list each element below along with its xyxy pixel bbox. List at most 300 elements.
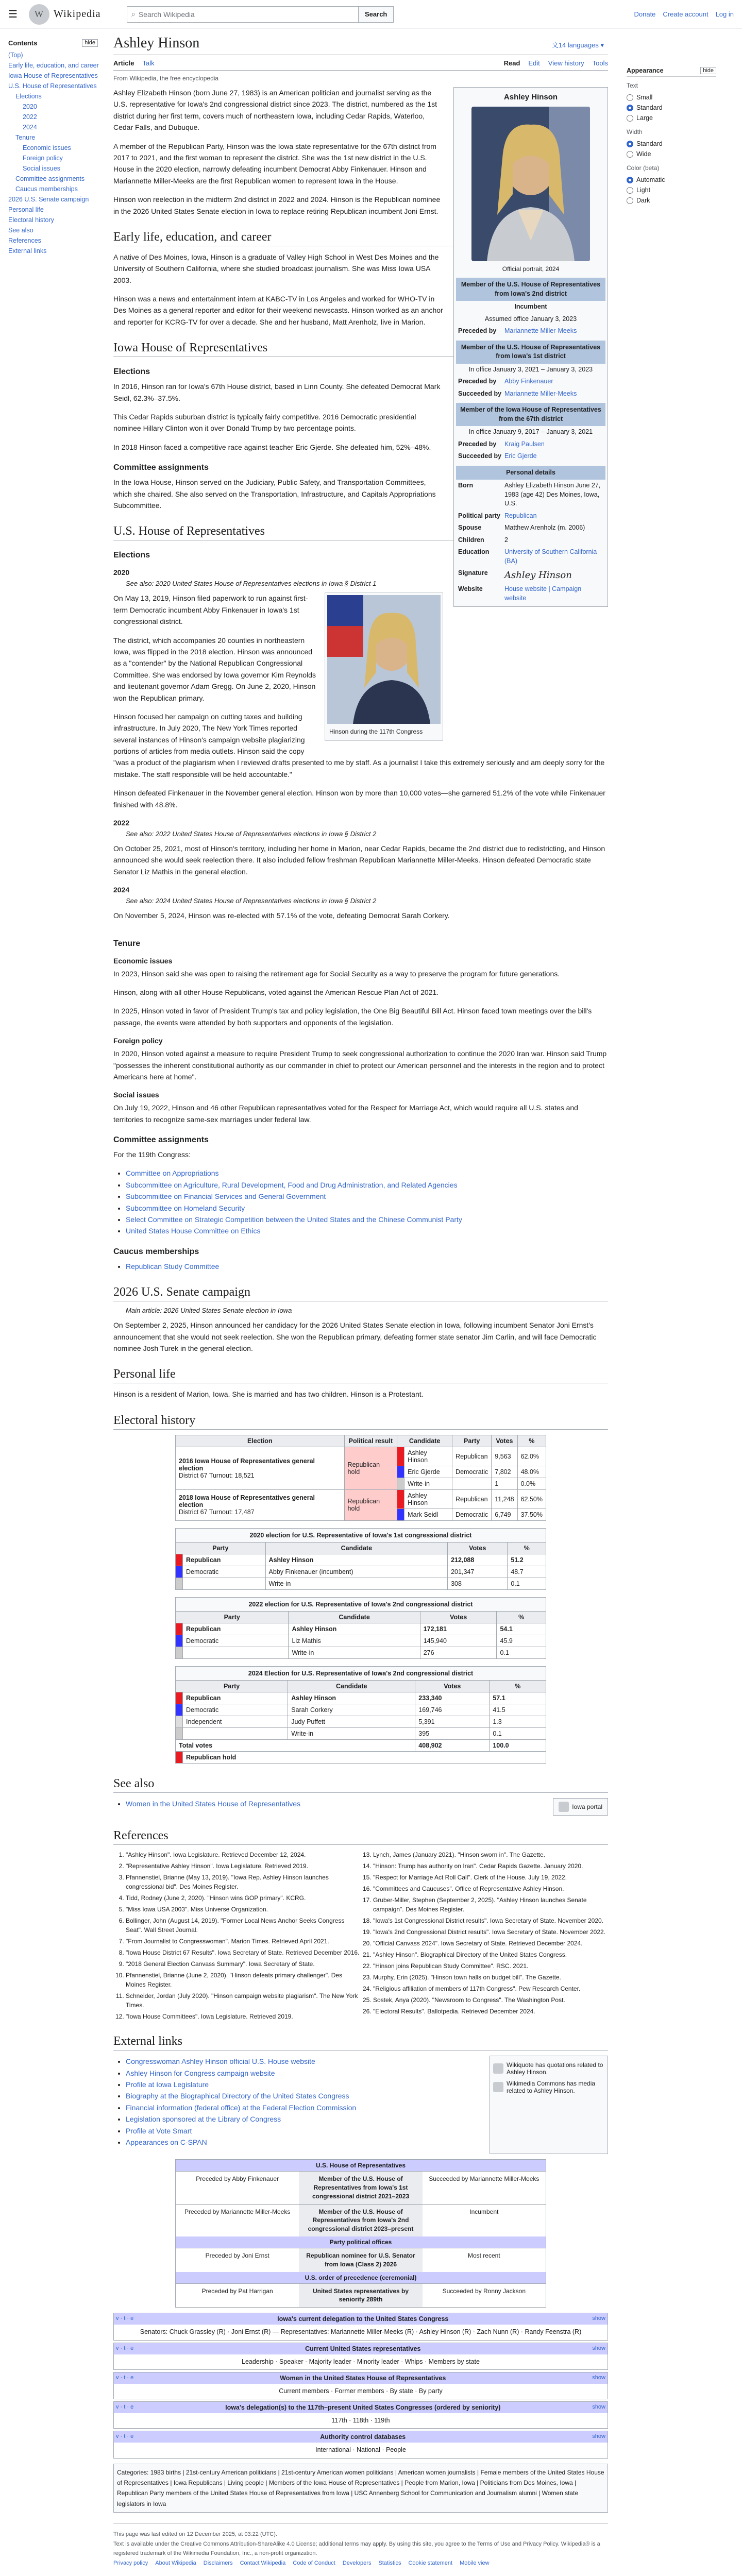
- reference-item: 14. "Hinson: Trump has authority on Iran". Cedar Rapids Gazette. January 2020.: [373, 1861, 608, 1871]
- radio-button[interactable]: [627, 115, 633, 122]
- navbox-title[interactable]: Authority control databases: [320, 2433, 406, 2441]
- committee-item: [126, 1179, 608, 1191]
- pct-cell: 45.9: [497, 1635, 546, 1647]
- toc-item[interactable]: External links: [8, 247, 47, 255]
- external-link-item-link[interactable]: Profile at Vote Smart: [126, 2126, 192, 2135]
- external-link-item-link[interactable]: Biography at the Biographical Directory of the United States Congress: [126, 2092, 349, 2100]
- navbox-toggle[interactable]: show: [592, 2374, 605, 2381]
- tab-view-history[interactable]: View history: [548, 59, 584, 67]
- heading-senate: 2026 U.S. Senate campaign: [113, 1285, 608, 1301]
- heading-electoral: Electoral history: [113, 1414, 608, 1430]
- figure-caption: Hinson during the 117th Congress: [329, 728, 423, 736]
- row-value: Ashley Elizabeth Hinson June 27, 1983 (age 42) Des Moines, Iowa, U.S.: [504, 482, 601, 507]
- radio-button[interactable]: [627, 187, 633, 194]
- infobox-title: Ashley Hinson: [503, 93, 558, 101]
- toc-item[interactable]: Caucus memberships: [15, 185, 78, 193]
- appearance-option[interactable]: [627, 139, 716, 149]
- search-input[interactable]: [127, 6, 359, 23]
- paragraph: This Cedar Rapids suburban district is typically fairly competitive. 2016 Democratic presidential nominee Hillary Clinton won it over Donald Trump by two percentage points.: [113, 413, 416, 433]
- option-label: Dark: [636, 197, 650, 204]
- succeeded-by[interactable]: Incumbent: [469, 2208, 499, 2215]
- option-label: Wide: [636, 150, 651, 158]
- article: [103, 29, 618, 2574]
- preceded-by[interactable]: Preceded by Abby Finkenauer: [196, 2175, 279, 2183]
- candidate-cell: Write-in: [289, 1647, 420, 1658]
- toc-header: [8, 39, 103, 47]
- preceded-by[interactable]: Preceded by Mariannette Miller-Meeks: [184, 2208, 291, 2215]
- committee-item: [126, 1202, 608, 1214]
- appearance-option[interactable]: [627, 185, 716, 195]
- sister-project-icon: [493, 2082, 503, 2092]
- pct-cell: 0.1: [508, 1578, 546, 1589]
- candidate-cell: Liz Mathis: [289, 1635, 420, 1647]
- navbox-body: Current members · Former members · By state · By party: [279, 2387, 443, 2395]
- toc-item[interactable]: 2024: [23, 124, 37, 131]
- committee-item: [126, 1225, 608, 1236]
- economic-body: [113, 968, 608, 1029]
- navbox-title[interactable]: Iowa's delegation(s) to the 117th–present United States Congresses (ordered by seniority): [225, 2404, 501, 2412]
- party-color-swatch: [397, 1447, 404, 1466]
- party-cell: Republican: [183, 1623, 289, 1635]
- party-row: [456, 510, 605, 522]
- see-also-2024[interactable]: See also: 2024 United States House of Representatives elections in Iowa § District 2: [126, 897, 377, 905]
- table-caption: 2020 election for U.S. Representative of Iowa's 1st congressional district: [176, 1528, 546, 1542]
- page-footer: [113, 2523, 608, 2574]
- results-2022-table: [175, 1597, 546, 1659]
- office-title: Member of the U.S. House of Representatives from Iowa's 1st congressional district 2021–2023: [299, 2172, 422, 2204]
- column-header: %: [517, 1435, 546, 1447]
- user-link[interactable]: Donate: [634, 10, 656, 18]
- votes-cell: 212,088: [448, 1554, 508, 1566]
- toc-item[interactable]: 2022: [23, 113, 37, 121]
- row-link[interactable]: House website | Campaign website: [504, 585, 582, 602]
- row-link[interactable]: Kraig Paulsen: [504, 440, 545, 448]
- paragraph: A member of the Republican Party, Hinson was the Iowa state representative for the 67th district from 2017 to 2021, and the first woman to represent the district. She was the 1st new district in the U.S. House in the 2020 election, narrowly defeating incumbent Democrat Abby Finkenauer. Hinson and Mariannette Miller-Meeks are the first Republican women to represent Iowa in the House.: [113, 142, 436, 185]
- toc-item[interactable]: Economic issues: [23, 144, 71, 151]
- external-links-list: [113, 2056, 356, 2148]
- paragraph: Ashley Elizabeth Hinson (born June 27, 1983) is an American politician and journalist serving as the U.S. representative for Iowa's 2nd congressional district since 2023. The district, numbered as the 1st district during her first term, covers much of northeastern Iowa, including Cedar Rapids, Waterloo, Cedar Falls, and Dubuque.: [113, 89, 437, 132]
- heading-us-elections: Elections: [113, 551, 150, 560]
- committee-item-link[interactable]: Subcommittee on Agriculture, Rural Development, Food and Drug Administration, and Related Agencies: [126, 1180, 458, 1189]
- option-label: Light: [636, 187, 651, 194]
- pct-cell: 48.0%: [517, 1466, 546, 1478]
- navbox-body: International · National · People: [315, 2446, 406, 2454]
- navbox-title[interactable]: Women in the United States House of Representatives: [280, 2374, 446, 2382]
- caucus-item-link[interactable]: Republican Study Committee: [126, 1262, 220, 1270]
- paragraph: The district, which accompanies 20 counties in northeastern Iowa, was flipped in the 2018 election. Hinson was announced as a "contender" by the National Republican Congressional Committee. She was endorsed by Iowa governor Kim Reynolds and lieutenant governor Adam Gregg. On June 2, 2020, Hinson won the Republican primary.: [113, 636, 316, 702]
- total-pct: 100.0: [490, 1739, 546, 1751]
- iowa-committees-text: In the Iowa House, Hinson served on the Judiciary, Public Safety, and Transportation Committees, which she chaired. She also served on the Transportation, Infrastructure, and Capitals Appropriations Subcommittee.: [113, 478, 436, 510]
- radio-button[interactable]: [627, 197, 633, 204]
- candidate-cell: Judy Puffett: [288, 1716, 415, 1727]
- committee-item: [126, 1167, 608, 1179]
- external-link-item-link[interactable]: Legislation sponsored at the Library of Congress: [126, 2115, 281, 2124]
- total-label: Total votes: [176, 1739, 415, 1751]
- appearance-header: [627, 67, 716, 77]
- candidate-cell: Write-in: [265, 1578, 448, 1589]
- pct-cell: 48.7: [508, 1566, 546, 1578]
- succession-box: [175, 2159, 546, 2308]
- external-link-item-link[interactable]: Appearances on C-SPAN: [126, 2138, 207, 2146]
- pct-cell: 62.0%: [517, 1447, 546, 1466]
- reference-item: 26. "Electoral Results". Ballotpedia. Retrieved December 2024.: [373, 2007, 608, 2016]
- column-header: Votes: [492, 1435, 517, 1447]
- succeeded-by-row-2: [456, 388, 605, 400]
- toc-item[interactable]: See also: [8, 227, 33, 234]
- party-cell: [183, 1727, 288, 1739]
- us-2022-text: On October 25, 2021, most of Hinson's territory, including her home in Marion, near Cedar Rapids, became the 2nd district due to redistricting, and Hinson announced she would seek reelection there. It also included fellow freshman Republican Mariannette Miller-Meeks. Hinson defeated Democratic state Senator Liz Mathis in the general election.: [113, 844, 605, 876]
- tab-tools[interactable]: Tools: [592, 59, 608, 67]
- row-link[interactable]: Mariannette Miller-Meeks: [504, 327, 577, 334]
- external-link-item: [126, 2137, 356, 2148]
- navbox-header: [114, 2313, 608, 2325]
- party-cell: Republican: [452, 1489, 492, 1509]
- footer-link[interactable]: Privacy policy: [113, 2560, 148, 2567]
- children-row: [456, 534, 605, 547]
- row-key: Political party: [458, 512, 500, 519]
- row-key: Born: [458, 482, 474, 489]
- navbox-vte-links[interactable]: v · t · e: [116, 2433, 134, 2440]
- toc-item[interactable]: Elections: [15, 93, 42, 100]
- votes-cell: 233,340: [415, 1692, 490, 1704]
- party-cell: [183, 1647, 289, 1658]
- footer-link[interactable]: Developers: [342, 2560, 372, 2567]
- office-title: Republican nominee for U.S. Senator from Iowa (Class 2) 2026: [299, 2248, 422, 2272]
- incumbent-label: Incumbent: [514, 303, 547, 310]
- toc-item[interactable]: Personal life: [8, 206, 44, 213]
- table-row: [176, 1447, 546, 1466]
- candidate-cell: Ashley Hinson: [288, 1692, 415, 1704]
- site-name: Wikipedia: [54, 8, 101, 20]
- page-title: [113, 35, 608, 55]
- party-color-swatch: [176, 1716, 183, 1727]
- result-label: Republican hold: [183, 1751, 546, 1763]
- toc-item[interactable]: (Top): [8, 52, 23, 59]
- navbox-title[interactable]: Current United States representatives: [305, 2345, 421, 2352]
- paragraph: On May 13, 2019, Hinson filed paperwork to run against first-term Democratic incumbent Abby Finkenauer in Iowa's 1st congressional district.: [113, 594, 308, 626]
- categories-box[interactable]: Categories: 1983 births | 21st-century American politicians | 21st-century American women politicians | American women journalists | Female members of the United States House of Representatives | Iowa Republicans | Living people | Members of the Iowa House of Representatives | People from Marion, Iowa | Politicians from Des Moines, Iowa | Republican Party members of the United States House of Representatives from Iowa | USC Annenberg School for Communication and Journalism alumni | Women state legislators in Iowa: [113, 2464, 608, 2513]
- row-key: Children: [458, 536, 484, 544]
- preceded-by-row-3: [456, 438, 605, 451]
- paragraph: Hinson, along with all other House Republicans, voted against the American Rescue Plan Act of 2021.: [113, 988, 439, 996]
- column-header: %: [497, 1611, 546, 1623]
- navbox-toggle[interactable]: show: [592, 2404, 605, 2411]
- column-header: %: [508, 1542, 546, 1554]
- radio-button[interactable]: [627, 141, 633, 147]
- navbox-body: Leadership · Speaker · Majority leader · Minority leader · Whips · Members by state: [242, 2358, 480, 2365]
- toc-item[interactable]: Early life, education, and career: [8, 62, 99, 69]
- footer-link[interactable]: Statistics: [378, 2560, 401, 2567]
- succeeded-by[interactable]: Succeeded by Mariannette Miller-Meeks: [429, 2175, 539, 2183]
- preceded-by-row-2: [456, 376, 605, 388]
- committee-item-link[interactable]: Select Committee on Strategic Competition between the United States and the Chinese Communist Party: [126, 1215, 462, 1224]
- party-color-swatch: [176, 1635, 183, 1647]
- site-logo[interactable]: [29, 4, 116, 25]
- appearance-option[interactable]: [627, 103, 716, 113]
- toc-item[interactable]: U.S. House of Representatives: [8, 82, 97, 90]
- reference-item: 11. Schneider, Jordan (July 2020). "Hinson campaign website plagiarism". The New York Times.: [126, 1991, 361, 2010]
- external-link-item: [126, 2056, 356, 2067]
- succession-header: U.S. House of Representatives: [176, 2160, 546, 2171]
- tagline: From Wikipedia, the free encyclopedia: [113, 75, 219, 82]
- table-row: [176, 1692, 546, 1704]
- column-header: Party: [176, 1542, 266, 1554]
- page-title-text: Ashley Hinson: [113, 35, 200, 51]
- last-edited: This page was last edited on 12 December 2025, at 03:22 (UTC).: [113, 2531, 277, 2538]
- see-also-2020[interactable]: See also: 2020 United States House of Representatives elections in Iowa § District 1: [126, 580, 377, 588]
- party-cell: Republican: [183, 1692, 288, 1704]
- caucus-list: [113, 1261, 608, 1272]
- navbox-toggle[interactable]: show: [592, 2315, 605, 2322]
- external-link-item-link[interactable]: Profile at Iowa Legislature: [126, 2080, 209, 2089]
- navbox-title[interactable]: Iowa's current delegation to the United States Congress: [277, 2315, 449, 2323]
- votes-cell: 9,563: [492, 1447, 517, 1466]
- portal-icon: [559, 1802, 569, 1812]
- tab-article[interactable]: Article: [113, 59, 134, 67]
- reference-item: 12. "Iowa House Committees". Iowa Legislature. Retrieved 2019.: [126, 2012, 361, 2021]
- option-label: Small: [636, 94, 653, 101]
- navbox-toggle[interactable]: show: [592, 2433, 605, 2440]
- paragraph: In 2018 Hinson faced a competitive race against teacher Eric Gjerde. She defeated him, 52%–48%.: [113, 443, 431, 451]
- succeeded-by[interactable]: Succeeded by Ronny Jackson: [442, 2287, 526, 2295]
- succession-header: Party political offices: [176, 2236, 546, 2248]
- votes-cell: 276: [420, 1647, 497, 1658]
- hamburger-menu-icon[interactable]: ☰: [8, 9, 18, 20]
- navbox: [113, 2431, 608, 2458]
- navbox-header: [114, 2431, 608, 2443]
- reference-item: 2. "Representative Ashley Hinson". Iowa Legislature. Retrieved 2019.: [126, 1861, 361, 1871]
- appearance-option[interactable]: [627, 92, 716, 103]
- pct-cell: 37.50%: [517, 1509, 546, 1520]
- preceded-by[interactable]: Preceded by Joni Ernst: [205, 2252, 269, 2260]
- signature-image: Ashley Hinson: [504, 570, 572, 581]
- footer-link[interactable]: Mobile view: [460, 2560, 490, 2567]
- toc-item[interactable]: 2020: [23, 103, 37, 110]
- navbox-vte-links[interactable]: v · t · e: [116, 2374, 134, 2381]
- language-button[interactable]: 文14 languages ▾: [551, 41, 604, 49]
- pct-cell: 0.1: [497, 1647, 546, 1658]
- toc-item[interactable]: Tenure: [15, 134, 36, 141]
- pct-cell: 57.1: [490, 1692, 546, 1704]
- search-icon: ⌕: [131, 10, 136, 18]
- search-placeholder: Search Wikipedia: [138, 10, 195, 19]
- see-also-2022[interactable]: See also: 2022 United States House of Representatives elections in Iowa § District 2: [126, 830, 377, 838]
- column-header: %: [490, 1680, 546, 1692]
- option-label: Standard: [636, 104, 663, 111]
- column-header: Candidate: [289, 1611, 420, 1623]
- candidate-cell: Write-in: [288, 1727, 415, 1739]
- appearance-option[interactable]: [627, 175, 716, 185]
- party-color-swatch: [397, 1466, 404, 1478]
- external-link-item-link[interactable]: Ashley Hinson for Congress campaign website: [126, 2069, 275, 2077]
- footer-link[interactable]: Cookie statement: [408, 2560, 453, 2567]
- votes-cell: 5,391: [415, 1716, 490, 1727]
- votes-cell: 1: [492, 1478, 517, 1489]
- width-label: Width: [627, 128, 643, 135]
- footer-link[interactable]: About Wikipedia: [155, 2560, 196, 2567]
- row-link[interactable]: Eric Gjerde: [504, 452, 537, 460]
- heading-iowa-house: Iowa House of Representatives: [113, 341, 608, 357]
- website-row: [456, 583, 605, 604]
- toc-item[interactable]: Foreign policy: [23, 155, 63, 162]
- external-link-item: [126, 2102, 356, 2113]
- votes-cell: 169,746: [415, 1704, 490, 1716]
- column-header: Votes: [415, 1680, 490, 1692]
- navbox-vte-links[interactable]: v · t · e: [116, 2345, 134, 2351]
- signature-row: [456, 567, 605, 583]
- external-link-item: [126, 2113, 356, 2125]
- election-cell: [176, 1489, 345, 1520]
- results-2024-table: [175, 1666, 546, 1764]
- sister-project[interactable]: [493, 2059, 604, 2078]
- party-color-swatch: [397, 1509, 404, 1520]
- pct-cell: 0.1: [490, 1727, 546, 1739]
- heading-iowa-committees: Committee assignments: [113, 463, 209, 472]
- color-label: Color (beta): [627, 164, 660, 172]
- term-2: In office January 3, 2021 – January 3, 2023: [468, 365, 593, 373]
- footer-link[interactable]: Contact Wikipedia: [240, 2560, 286, 2567]
- user-link[interactable]: Log in: [715, 10, 734, 18]
- license-text: Text is available under the Creative Commons Attribution-ShareAlike 4.0 License; additional terms may apply. By using this site, you agree to the Terms of Use and Privacy Policy. Wikipedia® is a registered trademark of the Wikimedia Foundation, Inc., a non-profit organization.: [113, 2540, 600, 2557]
- table-row: [176, 1489, 546, 1509]
- column-header: Candidate: [288, 1680, 415, 1692]
- sister-project[interactable]: [493, 2078, 604, 2096]
- row-key: Website: [458, 585, 483, 593]
- radio-button[interactable]: [627, 151, 633, 158]
- table-row: [176, 1716, 546, 1727]
- heading-iowa-elections: Elections: [113, 367, 150, 377]
- table-row: [176, 1566, 546, 1578]
- option-label: Large: [636, 114, 653, 122]
- row-link[interactable]: Republican: [504, 512, 537, 519]
- party-cell: Independent: [183, 1716, 288, 1727]
- row-key: Spouse: [458, 524, 482, 531]
- external-link-item: [126, 2067, 356, 2079]
- heading-2024: 2024: [113, 886, 130, 894]
- toc-item[interactable]: References: [8, 237, 41, 244]
- row-link[interactable]: Mariannette Miller-Meeks: [504, 389, 577, 397]
- sister-projects-box: [490, 2056, 608, 2154]
- heading-2020: 2020: [113, 568, 130, 577]
- user-link[interactable]: Create account: [663, 10, 709, 18]
- navbox-vte-links[interactable]: v · t · e: [116, 2315, 134, 2322]
- row-link[interactable]: University of Southern California (BA): [504, 548, 597, 565]
- table-caption-row: [176, 1528, 546, 1542]
- official-portrait[interactable]: [471, 107, 590, 261]
- candidate-cell: Abby Finkenauer (incumbent): [265, 1566, 448, 1578]
- education-row: [456, 546, 605, 567]
- navbox-vte-links[interactable]: v · t · e: [116, 2404, 134, 2411]
- page-tabs: [113, 55, 608, 71]
- candidate-cell: Ashley Hinson: [404, 1489, 452, 1509]
- reference-item: 21. "Ashley Hinson". Biographical Directory of the United States Congress.: [373, 1950, 608, 1959]
- row-link[interactable]: Abby Finkenauer: [504, 378, 553, 385]
- see-also-item-link[interactable]: Women in the United States House of Representatives: [126, 1799, 301, 1808]
- result-text: Republican hold: [347, 1498, 380, 1513]
- preceded-by-row-1: [456, 325, 605, 337]
- column-header: Votes: [448, 1542, 508, 1554]
- election-name: 2016 Iowa House of Representatives general election: [179, 1457, 315, 1472]
- candidate-cell: Mark Seidl: [404, 1509, 452, 1520]
- succession-row: [176, 2248, 546, 2272]
- party-color-swatch: [176, 1578, 183, 1589]
- party-color-swatch: [397, 1478, 404, 1489]
- site-header: [0, 0, 742, 29]
- toc-item[interactable]: Social issues: [23, 165, 60, 172]
- navbox-header: [114, 2402, 608, 2413]
- hinson-photo[interactable]: [327, 595, 441, 724]
- radio-button[interactable]: [627, 177, 633, 183]
- appearance-option[interactable]: [627, 149, 716, 159]
- reference-item: 9. "2018 General Election Canvass Summary". Iowa Secretary of State.: [126, 1959, 361, 1969]
- tab-edit[interactable]: Edit: [528, 59, 540, 67]
- committee-item-link[interactable]: Subcommittee on Homeland Security: [126, 1204, 245, 1212]
- result-cell: [344, 1489, 397, 1520]
- toc-item[interactable]: Electoral history: [8, 216, 54, 224]
- born-row: [456, 480, 605, 510]
- portal-label: Iowa portal: [572, 1803, 602, 1810]
- row-key: Succeeded by: [458, 389, 502, 397]
- state-house-results-table: [175, 1435, 546, 1521]
- reference-item: 17. Gruber-Miller, Stephen (September 2, 2025). "Ashley Hinson launches Senate campaign". Des Moines Register.: [373, 1895, 608, 1914]
- search-button[interactable]: Search: [358, 6, 394, 23]
- toc-item[interactable]: Iowa House of Representatives: [8, 72, 98, 79]
- party-color-swatch: [176, 1727, 183, 1739]
- toc-item[interactable]: Committee assignments: [15, 175, 85, 182]
- row-value: 2: [504, 536, 508, 544]
- toc-list: [8, 50, 103, 256]
- appearance-option[interactable]: [627, 113, 716, 123]
- paragraph: Hinson was a news and entertainment intern at KABC-TV in Los Angeles and worked for WHO-TV in Des Moines as a general reporter and editor for their weekend newscasts. Hinson worked as an anchor and reporter for KCRG-TV for over a decade. She and her husband, Matt Arenholz, live in Marion.: [113, 295, 443, 326]
- navbox: [113, 2343, 608, 2370]
- iowa-portal[interactable]: [553, 1798, 608, 1816]
- main-article-senate[interactable]: Main article: 2026 United States Senate election in Iowa: [126, 1307, 292, 1315]
- toc-item[interactable]: 2026 U.S. Senate campaign: [8, 196, 89, 203]
- office-header-3: Member of the Iowa House of Representatives from the 67th district: [456, 403, 605, 426]
- pct-cell: 54.1: [497, 1623, 546, 1635]
- external-link-item-link[interactable]: Financial information (federal office) at the Federal Election Commission: [126, 2103, 357, 2112]
- succeeded-by[interactable]: Most recent: [467, 2252, 500, 2260]
- paragraph: In 2023, Hinson said she was open to raising the retirement age for Social Security as a way to preserve the program for future generations.: [113, 969, 560, 978]
- party-cell: Democratic: [452, 1509, 492, 1520]
- votes-cell: 145,940: [420, 1635, 497, 1647]
- committee-item-link[interactable]: Committee on Appropriations: [126, 1169, 219, 1178]
- navbox-body: 117th · 118th · 119th: [331, 2417, 390, 2425]
- radio-button[interactable]: [627, 105, 633, 111]
- toc-hide-button[interactable]: hide: [82, 39, 98, 47]
- external-link-item-link[interactable]: Congresswoman Ashley Hinson official U.S. House website: [126, 2057, 315, 2066]
- committee-item-link[interactable]: United States House Committee on Ethics: [126, 1227, 261, 1235]
- preceded-by[interactable]: Preceded by Pat Harrigan: [201, 2287, 273, 2295]
- table-row: [176, 1704, 546, 1716]
- result-row: [176, 1751, 546, 1763]
- appearance-hide-button[interactable]: hide: [700, 67, 716, 74]
- table-header-row: [176, 1611, 546, 1623]
- appearance-option[interactable]: [627, 195, 716, 206]
- heading-personal: Personal life: [113, 1367, 608, 1383]
- footer-link[interactable]: Disclaimers: [203, 2560, 233, 2567]
- paragraph: Hinson defeated Finkenauer in the November general election. Hinson won by more than 10,000 votes—she garnered 51.2% of the vote while Finkenauer finished with 48.8%.: [113, 789, 605, 809]
- office-title: United States representatives by seniority 289th: [299, 2284, 422, 2308]
- navbox-toggle[interactable]: show: [592, 2345, 605, 2351]
- tab-read[interactable]: Read: [503, 59, 520, 67]
- party-color-swatch: [176, 1566, 183, 1578]
- party-cell: Republican: [452, 1447, 492, 1466]
- tab-talk[interactable]: Talk: [142, 59, 155, 67]
- radio-button[interactable]: [627, 94, 633, 101]
- committee-item-link[interactable]: Subcommittee on Financial Services and General Government: [126, 1192, 326, 1201]
- footer-link[interactable]: Code of Conduct: [293, 2560, 335, 2567]
